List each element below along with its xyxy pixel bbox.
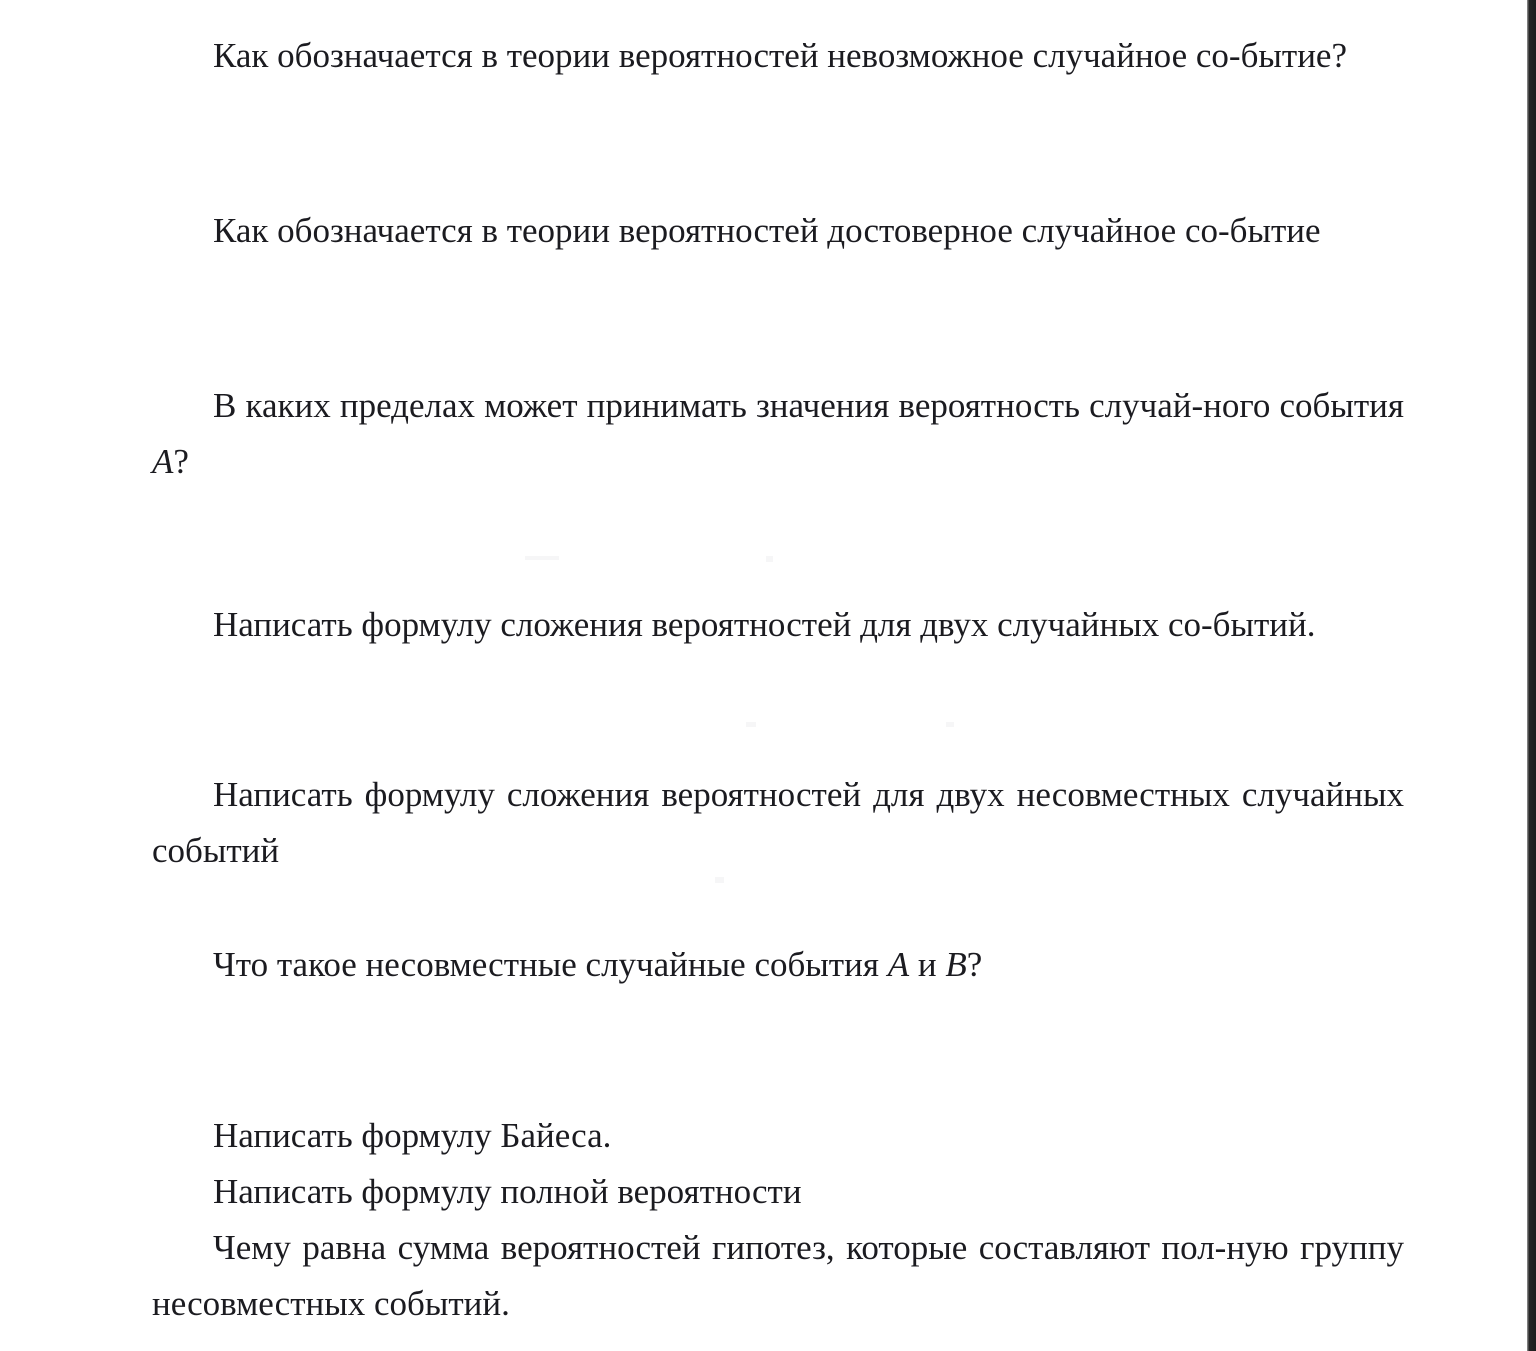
question-item-1 <box>152 28 1404 84</box>
question-item-9 <box>152 1220 1404 1332</box>
question-item-3 <box>152 378 1404 490</box>
question-5-text: Написать формулу сложения вероятностей для двух несовместных случайных событий <box>152 775 1404 870</box>
question-2-text: Как обозначается в теории вероятностей достоверное случайное со-бытие <box>213 211 1321 250</box>
question-item-4 <box>152 597 1404 653</box>
question-item-8 <box>152 1164 1404 1220</box>
question-9-text: Чему равна сумма вероятностей гипотез, которые составляют пол-ную группу несовместных событий. <box>152 1228 1404 1323</box>
question-item-7 <box>152 1108 1404 1164</box>
question-6-text: Что такое несовместные случайные события <box>213 945 888 984</box>
scan-edge-shadow <box>1527 0 1536 1351</box>
question-item-2 <box>152 203 1404 259</box>
question-6-conjunction: и <box>909 945 946 984</box>
question-1-text: Как обозначается в теории вероятностей невозможное случайное со-бытие? <box>213 36 1347 75</box>
question-list <box>152 0 1404 1351</box>
question-3-text: В каких пределах может принимать значения вероятность случай-ного события <box>213 386 1404 425</box>
math-variable-a: A <box>152 442 174 481</box>
math-variable-b: B <box>945 945 967 984</box>
question-6-text-after: ? <box>966 945 983 984</box>
question-8-text: Написать формулу полной вероятности <box>213 1172 802 1211</box>
math-variable-a: A <box>887 945 910 984</box>
question-4-text: Написать формулу сложения вероятностей для двух случайных со-бытий. <box>213 605 1316 644</box>
question-item-6 <box>152 937 1404 993</box>
question-7-text: Написать формулу Байеса. <box>213 1116 612 1155</box>
question-item-5 <box>152 767 1404 879</box>
question-3-text-after: ? <box>173 442 189 481</box>
